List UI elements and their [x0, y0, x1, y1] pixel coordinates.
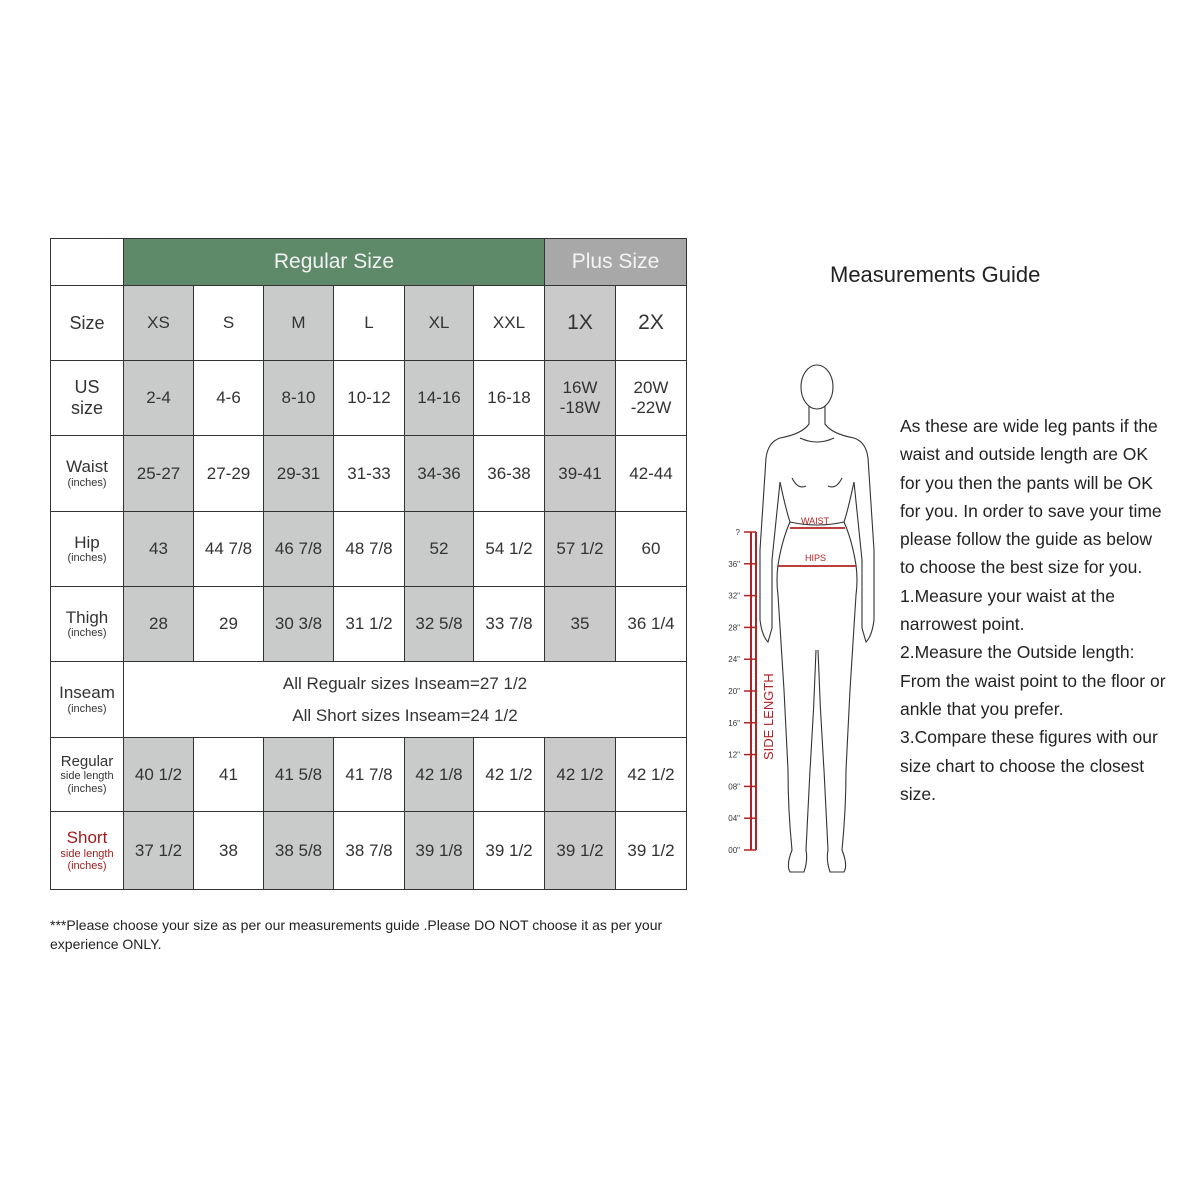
size-cell: XL [405, 286, 474, 361]
waist-cell: 31-33 [334, 436, 405, 512]
hip-cell: 43 [124, 512, 194, 587]
us-size-cell: 20W -22W [616, 361, 687, 436]
hips-label: HIPS [805, 553, 827, 563]
thigh-cell: 32 5/8 [405, 587, 474, 662]
ruler-tick-label: 12" [728, 750, 740, 760]
ruler-tick-label: 32" [728, 591, 740, 601]
us-size-cell: 14-16 [405, 361, 474, 436]
thigh-cell: 28 [124, 587, 194, 662]
hip-cell: 44 7/8 [194, 512, 264, 587]
size-cell: S [194, 286, 264, 361]
short-side-cell: 38 7/8 [334, 812, 405, 890]
short-side-cell: 38 5/8 [264, 812, 334, 890]
waist-cell: 25-27 [124, 436, 194, 512]
regular-side-cell: 42 1/2 [474, 738, 545, 812]
regular-side-cell: 41 7/8 [334, 738, 405, 812]
ruler-tick-label: 16" [728, 718, 740, 728]
hip-cell: 57 1/2 [545, 512, 616, 587]
regular-side-cell: 42 1/2 [545, 738, 616, 812]
regular-side-cell: 42 1/8 [405, 738, 474, 812]
header-row [51, 239, 687, 286]
regular-side-length-row [51, 738, 687, 812]
footnote: ***Please choose your size as per our measurements guide .Please DO NOT choose it as per your experience ONLY. [50, 917, 663, 952]
waist-cell: 39-41 [545, 436, 616, 512]
hip-cell: 48 7/8 [334, 512, 405, 587]
corner-cell [51, 239, 124, 286]
guide-intro: As these are wide leg pants if the waist and outside length are OK for you then the pants will be OK for you. In order to save your time please follow the guide as below to choose the best size for you. [900, 416, 1162, 578]
inseam-cell [124, 662, 687, 738]
ruler-tick-label: 20" [728, 687, 740, 696]
size-cell: 1X [545, 286, 616, 361]
regular-side-cell: 40 1/2 [124, 738, 194, 812]
us-size-cell: 4-6 [194, 361, 264, 436]
inseam-label: Inseam (inches) [51, 662, 124, 738]
hip-row [51, 512, 687, 587]
waist-marker [790, 516, 845, 528]
size-label: Size [51, 286, 124, 361]
regular-side-cell: 42 1/2 [616, 738, 687, 812]
inseam-regular-text: All Regualr sizes Inseam=27 1/2 [282, 673, 528, 693]
short-side-cell: 39 1/2 [616, 812, 687, 890]
short-side-cell: 39 1/2 [545, 812, 616, 890]
thigh-cell: 31 1/2 [334, 587, 405, 662]
plus-size-header: Plus Size [545, 239, 687, 286]
ruler-tick-label: 04" [728, 814, 740, 824]
waist-cell: 34-36 [405, 436, 474, 512]
guide-step-3: 3.Compare these figures with our size chart to choose the closest size. [900, 727, 1158, 804]
thigh-cell: 33 7/8 [474, 587, 545, 662]
thigh-cell: 30 3/8 [264, 587, 334, 662]
size-chart-table [50, 238, 687, 890]
size-row [51, 286, 687, 361]
size-cell: XXL [474, 286, 545, 361]
hip-cell: 54 1/2 [474, 512, 545, 587]
thigh-cell: 36 1/4 [616, 587, 687, 662]
thigh-cell: 35 [545, 587, 616, 662]
waist-cell: 27-29 [194, 436, 264, 512]
us-size-cell: 16-18 [474, 361, 545, 436]
short-side-length-label: Short side length (inches) [51, 812, 124, 890]
guide-title: Measurements Guide [830, 262, 1041, 287]
size-cell: 2X [616, 286, 687, 361]
regular-size-header: Regular Size [124, 239, 545, 286]
hip-cell: 52 [405, 512, 474, 587]
short-side-cell: 39 1/2 [474, 812, 545, 890]
side-length-label: SIDE LENGTH [761, 673, 776, 760]
ruler-tick-label: ? [735, 528, 740, 537]
waist-cell: 36-38 [474, 436, 545, 512]
ruler-tick-label: 28" [728, 623, 740, 633]
regular-side-length-label: Regular side length (inches) [51, 738, 124, 812]
regular-side-cell: 41 [194, 738, 264, 812]
ruler-tick-label: 24" [728, 655, 740, 665]
side-length-ruler [728, 528, 776, 855]
guide-step-2: 2.Measure the Outside length: From the waist point to the floor or ankle that you prefer. [900, 642, 1166, 719]
us-size-cell: 2-4 [124, 361, 194, 436]
ruler-tick-label: 00" [728, 846, 740, 855]
guide-step-1: 1.Measure your waist at the narrowest point. [900, 585, 1115, 635]
body-measurement-figure [720, 350, 890, 890]
thigh-row [51, 587, 687, 662]
waist-label: Waist (inches) [51, 436, 124, 512]
waist-cell: 29-31 [264, 436, 334, 512]
hips-marker [778, 553, 856, 566]
short-side-cell: 39 1/8 [405, 812, 474, 890]
regular-side-cell: 41 5/8 [264, 738, 334, 812]
inseam-row [51, 662, 687, 738]
short-side-cell: 38 [194, 812, 264, 890]
us-size-cell: 10-12 [334, 361, 405, 436]
thigh-label: Thigh (inches) [51, 587, 124, 662]
hip-cell: 46 7/8 [264, 512, 334, 587]
us-size-label: US size [51, 361, 124, 436]
inseam-short-text: All Short sizes Inseam=24 1/2 [292, 705, 518, 725]
guide-instructions [900, 412, 1170, 808]
hip-cell: 60 [616, 512, 687, 587]
short-side-cell: 37 1/2 [124, 812, 194, 890]
ruler-tick-label: 08" [728, 782, 740, 792]
body-outline [760, 365, 874, 872]
waist-label: WAIST [801, 516, 830, 526]
hip-label: Hip (inches) [51, 512, 124, 587]
ruler-tick-label: 36" [728, 559, 740, 569]
size-cell: XS [124, 286, 194, 361]
us-size-row [51, 361, 687, 436]
size-cell: L [334, 286, 405, 361]
thigh-cell: 29 [194, 587, 264, 662]
waist-cell: 42-44 [616, 436, 687, 512]
us-size-cell: 16W -18W [545, 361, 616, 436]
size-cell: M [264, 286, 334, 361]
waist-row [51, 436, 687, 512]
us-size-cell: 8-10 [264, 361, 334, 436]
short-side-length-row [51, 812, 687, 890]
